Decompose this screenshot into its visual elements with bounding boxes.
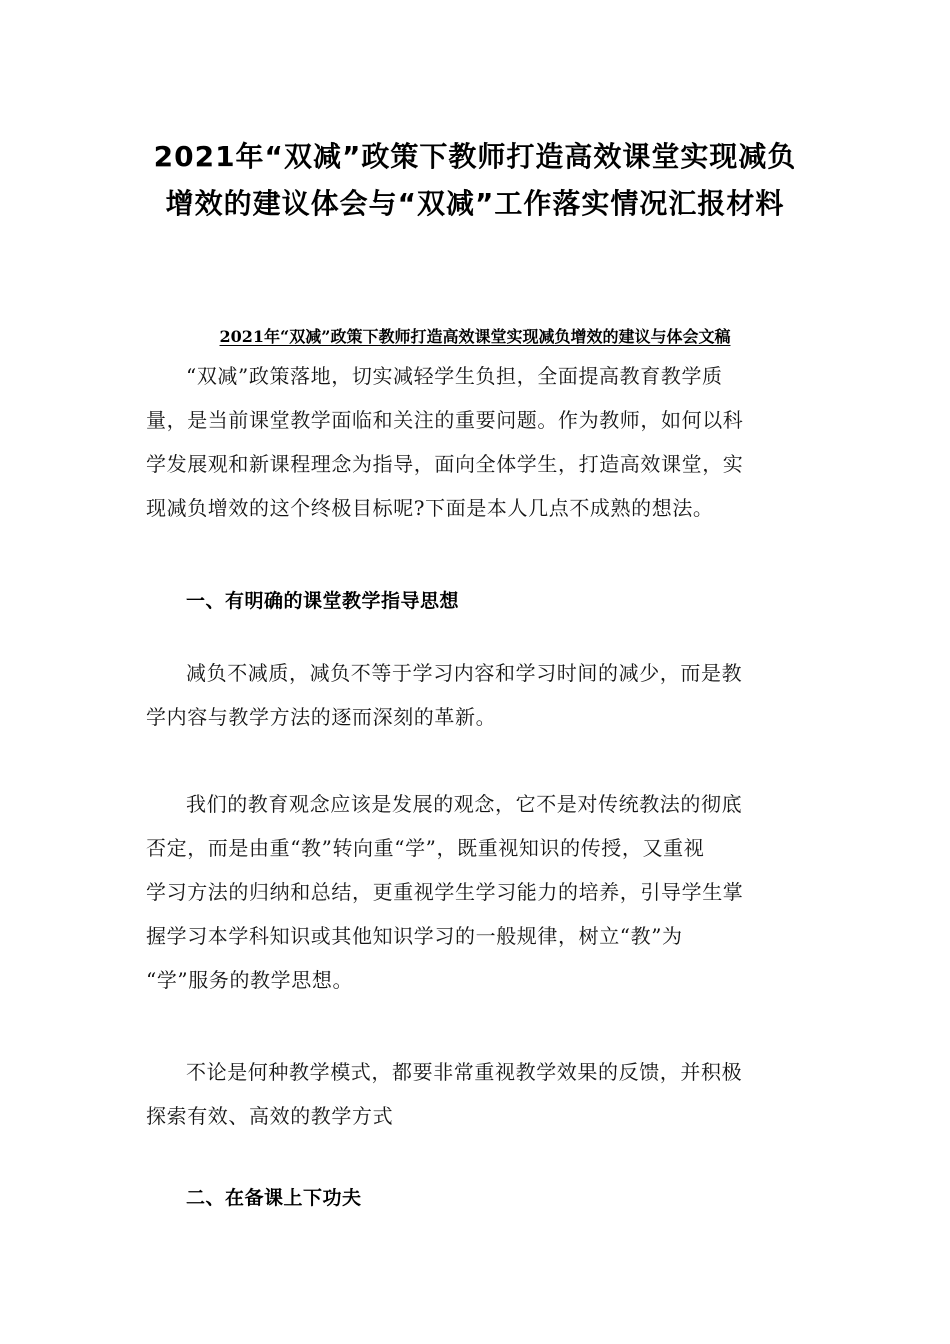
paragraph-line: “学”服务的教学思想。 [146,968,354,992]
document-title-line-2: 增效的建议体会与“双减”工作落实情况汇报材料 [165,187,785,220]
paragraph-line: “双减”政策落地，切实减轻学生负担，全面提高教育教学质 [186,364,723,388]
paragraph-line: 否定，而是由重“教”转向重“学”，既重视知识的传授，又重视 [146,836,705,860]
intro-paragraph [146,354,796,530]
document-subtitle: 2021年“双减”政策下教师打造高效课堂实现减负增效的建议与体会文稿 [219,327,731,346]
paragraph-line: 学习方法的归纳和总结，更重视学生学习能力的培养，引导学生掌 [146,880,744,904]
section1-paragraph-3 [146,1050,796,1138]
section-heading-1: 一、有明确的课堂教学指导思想 [186,590,460,612]
paragraph-line: 现减负增效的这个终极目标呢?下面是本人几点不成熟的想法。 [146,496,714,520]
paragraph-line: 探索有效、高效的教学方式 [146,1104,394,1128]
section1-paragraph-1 [146,651,796,739]
paragraph-line: 减负不减质，减负不等于学习内容和学习时间的减少，而是教 [186,661,743,685]
document-title-line-1: 2021年“双减”政策下教师打造高效课堂实现减负 [153,140,797,173]
section1-paragraph-2 [146,782,796,1002]
paragraph-line: 学发展观和新课程理念为指导，面向全体学生，打造高效课堂，实 [146,452,744,476]
paragraph-line: 不论是何种教学模式，都要非常重视教学效果的反馈，并积极 [186,1060,743,1084]
paragraph-line: 我们的教育观念应该是发展的观念，它不是对传统教法的彻底 [186,792,743,816]
paragraph-line: 量，是当前课堂教学面临和关注的重要问题。作为教师，如何以科 [146,408,744,432]
paragraph-line: 握学习本学科知识或其他知识学习的一般规律，树立“教”为 [146,924,683,948]
section-heading-2: 二、在备课上下功夫 [186,1187,362,1209]
paragraph-line: 学内容与教学方法的逐而深刻的革新。 [146,705,497,729]
